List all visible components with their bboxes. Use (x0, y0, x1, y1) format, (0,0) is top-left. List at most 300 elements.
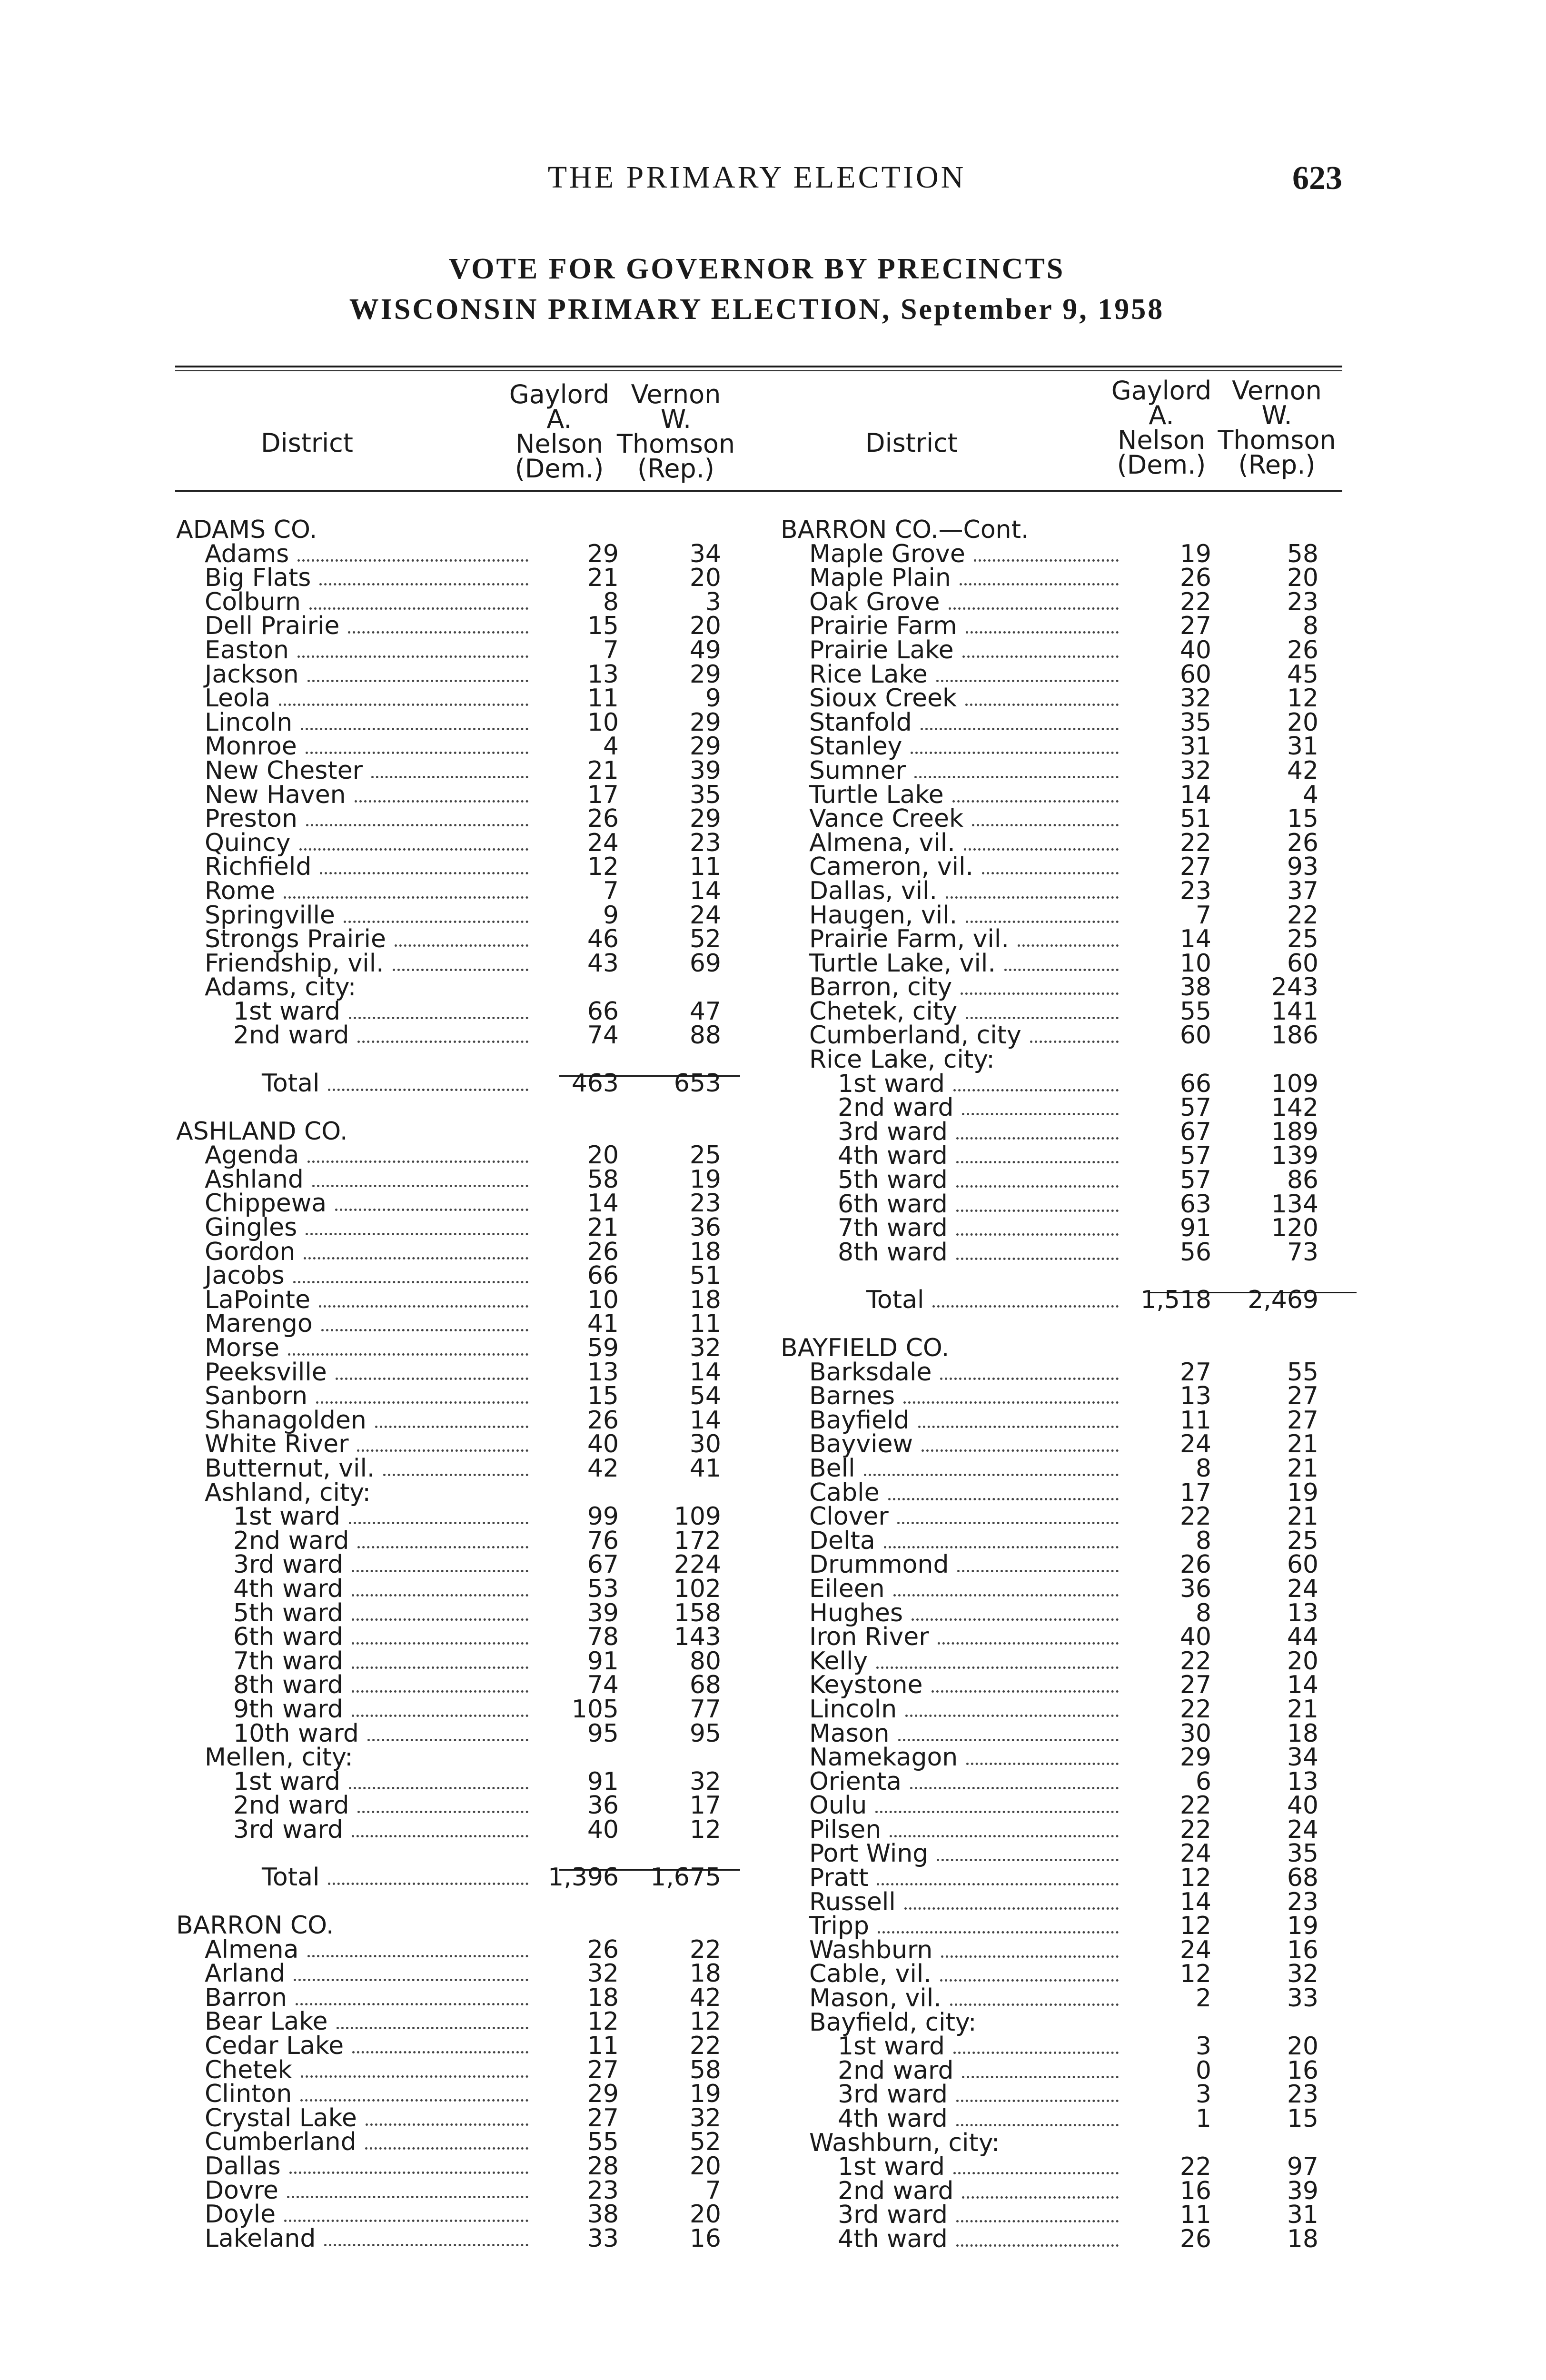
nelson-votes: 59 (587, 1334, 619, 1362)
thomson-votes: 52 (689, 925, 721, 954)
thomson-votes: 80 (689, 1646, 721, 1676)
county-heading (176, 1117, 747, 1146)
precinct-name: 8th ward (233, 1671, 343, 1700)
precinct-name: Chippewa (205, 1189, 327, 1218)
city-subheading (176, 1745, 747, 1770)
nelson-votes: 21 (587, 564, 619, 593)
precinct-name: 3rd ward (838, 2080, 948, 2109)
precinct-row (781, 1864, 1345, 1893)
nelson-votes: 28 (587, 2152, 619, 2181)
leader-dots (905, 1715, 1119, 1717)
precinct-name: White River (205, 1430, 349, 1459)
leader-dots (284, 2220, 528, 2222)
precinct-row (781, 1240, 1345, 1265)
precinct-row (781, 1166, 1345, 1195)
candidate-nelson-header-left: Gaylord A. Nelson (Dem.) (509, 379, 610, 484)
thomson-votes: 26 (1287, 635, 1318, 664)
nelson-votes: 57 (1179, 1093, 1211, 1122)
precinct-name: Pratt (809, 1864, 869, 1893)
precinct-row (176, 1598, 747, 1627)
precinct-name: Almena (205, 1935, 299, 1964)
nelson-votes: 41 (587, 1309, 619, 1339)
thomson-votes: 102 (674, 1574, 721, 1603)
precinct-row (781, 1986, 1345, 2011)
thomson-votes: 16 (689, 2224, 721, 2253)
leader-dots (299, 848, 528, 851)
leader-dots (301, 2075, 528, 2078)
thomson-votes: 12 (689, 1815, 721, 1844)
precinct-name: Dallas (205, 2152, 281, 2181)
precinct-name: 5th ward (838, 1166, 948, 1195)
thomson-votes: 23 (1287, 1887, 1318, 1916)
nelson-votes: 40 (1179, 635, 1211, 664)
thomson-votes: 49 (689, 635, 721, 664)
county-total-row (176, 1071, 747, 1096)
precinct-name: Sanborn (205, 1382, 308, 1411)
precinct-row (781, 635, 1345, 664)
precinct-name: 1st ward (838, 2152, 945, 2182)
nelson-votes: 91 (587, 1646, 619, 1676)
thomson-votes: 32 (689, 1767, 721, 1796)
precinct-name: Marengo (205, 1309, 313, 1339)
precinct-name: 2nd ward (233, 1791, 349, 1820)
precinct-row (781, 734, 1345, 759)
precinct-name: Lincoln (205, 708, 293, 737)
precinct-row (781, 1550, 1345, 1579)
precinct-name: Barksdale (809, 1358, 932, 1387)
thomson-votes: 52 (689, 2128, 721, 2157)
precinct-name: 6th ward (838, 1190, 948, 1219)
precinct-name: Strongs Prairie (205, 925, 386, 954)
precinct-name: 10th ward (233, 1719, 359, 1748)
thomson-votes: 20 (1287, 708, 1318, 737)
precinct-row (781, 612, 1345, 641)
precinct-name: Adams (205, 539, 289, 568)
thomson-votes: 109 (1271, 1069, 1318, 1098)
nelson-votes: 11 (1179, 2201, 1211, 2230)
nelson-votes: 99 (587, 1502, 619, 1531)
thomson-votes: 26 (1287, 828, 1318, 857)
precinct-name: Drummond (809, 1550, 949, 1579)
precinct-name: Vance Creek (809, 804, 964, 833)
thomson-votes: 23 (689, 828, 721, 857)
thomson-votes: 22 (689, 2032, 721, 2061)
precinct-name: Quincy (205, 828, 291, 857)
precinct-row (781, 1745, 1345, 1770)
thomson-votes: 31 (1287, 2201, 1318, 2230)
nelson-votes: 8 (1195, 1526, 1211, 1555)
county-name: BAYFIELD CO. (781, 1334, 950, 1362)
nelson-votes: 11 (1179, 1406, 1211, 1435)
precinct-row (176, 612, 747, 641)
thomson-votes: 58 (1287, 539, 1318, 568)
city-label: Mellen, city: (205, 1743, 353, 1772)
thomson-votes: 14 (689, 1358, 721, 1387)
thomson-votes: 29 (689, 660, 721, 689)
nelson-votes: 36 (1179, 1574, 1211, 1603)
precinct-row (781, 853, 1345, 882)
thomson-votes: 51 (689, 1261, 721, 1290)
precinct-name: Gordon (205, 1237, 296, 1266)
nelson-votes: 23 (1179, 876, 1211, 905)
nelson-votes: 26 (587, 1237, 619, 1266)
nelson-votes: 16 (1179, 2176, 1211, 2205)
running-title: THE PRIMARY ELECTION (547, 160, 966, 195)
precinct-row (781, 1839, 1345, 1868)
precinct-row (781, 2034, 1345, 2059)
thomson-votes: 9 (705, 684, 721, 713)
nelson-votes: 8 (1195, 1598, 1211, 1627)
precinct-name: 1st ward (233, 1767, 340, 1796)
nelson-votes: 13 (1179, 1382, 1211, 1411)
precinct-row (781, 756, 1345, 785)
precinct-name: Bell (809, 1454, 855, 1483)
thomson-votes: 34 (1287, 1743, 1318, 1772)
thomson-votes: 68 (689, 1671, 721, 1700)
precinct-row (781, 539, 1345, 568)
precinct-row (176, 1671, 747, 1700)
precinct-row (781, 1767, 1345, 1796)
precinct-row (781, 2056, 1345, 2085)
precinct-name: Rome (205, 876, 276, 905)
precinct-name: Lincoln (809, 1695, 897, 1724)
precinct-name: Gingles (205, 1213, 297, 1242)
county-heading (176, 518, 747, 542)
precinct-row (781, 949, 1345, 978)
nelson-votes: 26 (587, 1406, 619, 1435)
nelson-votes: 58 (587, 1165, 619, 1194)
precinct-row (176, 828, 747, 857)
precinct-name: Prairie Farm (809, 612, 957, 641)
nelson-votes: 7 (1195, 901, 1211, 930)
nelson-votes: 22 (1179, 1791, 1211, 1820)
precinct-name: 2nd ward (233, 1021, 349, 1050)
city-label: Ashland, city: (205, 1478, 371, 1507)
thomson-votes: 13 (1287, 1598, 1318, 1627)
thomson-votes: 23 (1287, 587, 1318, 616)
thomson-votes: 41 (689, 1454, 721, 1483)
thomson-votes: 142 (1271, 1093, 1318, 1122)
nelson-votes: 38 (587, 2200, 619, 2229)
precinct-row (781, 1815, 1345, 1844)
nelson-votes: 14 (1179, 780, 1211, 809)
nelson-votes: 66 (1179, 1069, 1211, 1098)
precinct-row (781, 1214, 1345, 1243)
precinct-name: 1st ward (233, 1502, 340, 1531)
precinct-row (781, 1502, 1345, 1531)
precinct-name: Arland (205, 1959, 286, 1988)
thomson-votes: 19 (689, 1165, 721, 1194)
thomson-votes: 15 (1287, 804, 1318, 833)
precinct-name: Hughes (809, 1598, 903, 1627)
leader-dots (890, 1835, 1119, 1837)
thomson-votes: 32 (689, 1334, 721, 1362)
precinct-row (781, 2224, 1345, 2253)
precinct-row (781, 1069, 1345, 1098)
thomson-votes: 7 (705, 2176, 721, 2205)
thomson-votes: 31 (1287, 732, 1318, 761)
nelson-votes: 27 (1179, 1358, 1211, 1387)
precinct-row (176, 949, 747, 978)
nelson-votes: 42 (587, 1454, 619, 1483)
precinct-row (176, 1191, 747, 1216)
nelson-votes: 35 (1179, 708, 1211, 737)
precinct-row (781, 2152, 1345, 2182)
nelson-votes: 55 (587, 2128, 619, 2157)
page-number: 623 (1292, 160, 1342, 197)
thomson-votes: 73 (1287, 1238, 1318, 1267)
precinct-name: 1st ward (838, 1069, 945, 1098)
city-label: Rice Lake, city: (809, 1045, 995, 1074)
thomson-votes: 2,469 (1248, 1286, 1318, 1315)
nelson-votes: 12 (587, 853, 619, 882)
county-name: BARRON CO.—Cont. (781, 516, 1029, 544)
precinct-row (781, 1697, 1345, 1722)
candidate-nelson-header-right: Gaylord A. Nelson (Dem.) (1111, 376, 1212, 480)
thomson-votes: 172 (674, 1526, 721, 1555)
precinct-name: Keystone (809, 1671, 923, 1700)
precinct-row (781, 1671, 1345, 1700)
thomson-votes: 35 (689, 780, 721, 809)
nelson-votes: 66 (587, 997, 619, 1026)
precinct-row (781, 1023, 1345, 1048)
precinct-row (781, 927, 1345, 952)
precinct-row (176, 1526, 747, 1555)
leader-dots (293, 1281, 528, 1283)
precinct-name: Oak Grove (809, 587, 940, 616)
nelson-votes: 33 (587, 2224, 619, 2253)
precinct-name: Stanfold (809, 708, 912, 737)
precinct-row (176, 1165, 747, 1194)
thomson-votes: 29 (689, 708, 721, 737)
precinct-row (781, 1432, 1345, 1457)
precinct-name: Dell Prairie (205, 612, 340, 641)
precinct-name: New Chester (205, 756, 363, 785)
right-column-table (781, 518, 1345, 2251)
precinct-name: Rice Lake (809, 660, 928, 689)
precinct-row (176, 2202, 747, 2227)
county-total-row (781, 1286, 1345, 1315)
thomson-votes: 24 (1287, 1574, 1318, 1603)
thomson-votes: 77 (689, 1695, 721, 1724)
thomson-votes: 11 (689, 853, 721, 882)
precinct-row (781, 686, 1345, 711)
precinct-name: Bear Lake (205, 2007, 328, 2036)
thomson-votes: 224 (674, 1550, 721, 1579)
nelson-votes: 14 (1179, 925, 1211, 954)
leader-dots (297, 655, 528, 658)
nelson-votes: 15 (587, 1382, 619, 1411)
precinct-name: Cameron, vil. (809, 853, 974, 882)
leader-dots (903, 1401, 1119, 1404)
precinct-row (176, 635, 747, 664)
thomson-votes: 69 (689, 949, 721, 978)
nelson-votes: 463 (571, 1069, 619, 1098)
precinct-name: 9th ward (233, 1695, 343, 1724)
precinct-row (176, 1646, 747, 1676)
precinct-row (781, 1526, 1345, 1555)
thomson-votes: 35 (1287, 1839, 1318, 1868)
nelson-votes: 24 (1179, 1935, 1211, 1964)
precinct-name: Crystal Lake (205, 2103, 357, 2132)
nelson-votes: 7 (603, 635, 619, 664)
nelson-votes: 8 (1195, 1454, 1211, 1483)
leader-dots (884, 1546, 1119, 1548)
nelson-votes: 10 (1179, 949, 1211, 978)
precinct-row (176, 1309, 747, 1339)
nelson-votes: 26 (1179, 2224, 1211, 2253)
thomson-votes: 23 (689, 1189, 721, 1218)
thomson-votes: 3 (705, 587, 721, 616)
precinct-name: Almena, vil. (809, 828, 955, 857)
precinct-name: Maple Grove (809, 539, 965, 568)
leader-dots (288, 1353, 528, 1356)
thomson-votes: 29 (689, 804, 721, 833)
thomson-votes: 158 (674, 1598, 721, 1627)
nelson-votes: 46 (587, 925, 619, 954)
precinct-name: Port Wing (809, 1839, 929, 1868)
precinct-name: Jackson (205, 660, 299, 689)
nelson-votes: 11 (587, 2032, 619, 2061)
precinct-row (176, 2007, 747, 2036)
thomson-votes: 8 (1302, 612, 1318, 641)
nelson-votes: 29 (587, 539, 619, 568)
precinct-name: Big Flats (205, 564, 311, 593)
nelson-votes: 12 (1179, 1912, 1211, 1941)
precinct-row (176, 587, 747, 616)
precinct-row (176, 1023, 747, 1048)
nelson-votes: 22 (1179, 1646, 1211, 1676)
thomson-votes: 18 (689, 1959, 721, 1988)
leader-dots (888, 1498, 1119, 1500)
precinct-name: Friendship, vil. (205, 949, 384, 978)
header-top-rule-thin (175, 370, 1342, 371)
precinct-name: 3rd ward (233, 1815, 343, 1844)
precinct-name: Bayview (809, 1430, 913, 1459)
precinct-row (781, 2176, 1345, 2205)
thomson-votes: 15 (1287, 2104, 1318, 2133)
city-subheading (781, 2128, 1345, 2157)
precinct-name: Namekagon (809, 1743, 958, 1772)
precinct-name: Prairie Lake (809, 635, 954, 664)
nelson-votes: 22 (1179, 2152, 1211, 2182)
thomson-votes: 88 (689, 1021, 721, 1050)
thomson-votes: 21 (1287, 1430, 1318, 1459)
precinct-name: Cable (809, 1478, 880, 1507)
precinct-row (781, 1598, 1345, 1627)
nelson-votes: 24 (1179, 1430, 1211, 1459)
precinct-name: Tripp (809, 1912, 869, 1941)
nelson-votes: 53 (587, 1574, 619, 1603)
thomson-votes: 27 (1287, 1382, 1318, 1411)
precinct-name: 3rd ward (838, 2201, 948, 2230)
thomson-votes: 20 (1287, 2032, 1318, 2061)
precinct-row (176, 876, 747, 905)
thomson-votes: 54 (689, 1382, 721, 1411)
county-name: ADAMS CO. (176, 516, 317, 544)
thomson-votes: 45 (1287, 660, 1318, 689)
precinct-row (781, 1360, 1345, 1385)
precinct-row (781, 660, 1345, 689)
nelson-votes: 91 (1179, 1214, 1211, 1243)
precinct-name: Iron River (809, 1623, 929, 1652)
nelson-votes: 40 (587, 1815, 619, 1844)
precinct-name: Colburn (205, 587, 301, 616)
precinct-name: Pilsen (809, 1815, 882, 1844)
thomson-votes: 120 (1271, 1214, 1318, 1243)
county-heading (176, 1911, 747, 1940)
district-header-left: District (261, 428, 353, 458)
precinct-row (781, 1141, 1345, 1170)
precinct-name: 2nd ward (838, 2176, 954, 2205)
thomson-votes: 20 (689, 564, 721, 593)
precinct-row (176, 1237, 747, 1266)
thomson-votes: 42 (1287, 756, 1318, 785)
nelson-votes: 27 (587, 2103, 619, 2132)
thomson-votes: 16 (1287, 1935, 1318, 1964)
thomson-votes: 34 (689, 539, 721, 568)
precinct-row (176, 804, 747, 833)
city-subheading (781, 2008, 1345, 2037)
thomson-votes: 22 (1287, 901, 1318, 930)
precinct-row (176, 1432, 747, 1457)
nelson-votes: 20 (587, 1141, 619, 1170)
precinct-row (781, 2082, 1345, 2107)
precinct-name: Easton (205, 635, 289, 664)
nelson-votes: 26 (1179, 564, 1211, 593)
thomson-votes: 143 (674, 1623, 721, 1652)
precinct-row (781, 804, 1345, 833)
precinct-row (176, 660, 747, 689)
thomson-votes: 18 (1287, 2224, 1318, 2253)
precinct-name: Mason, vil. (809, 1984, 941, 2013)
precinct-row (176, 2103, 747, 2132)
precinct-row (781, 2201, 1345, 2230)
nelson-votes: 22 (1179, 1695, 1211, 1724)
thomson-votes: 141 (1271, 997, 1318, 1026)
nelson-votes: 63 (1179, 1190, 1211, 1219)
city-label: Washburn, city: (809, 2128, 1000, 2157)
precinct-name: Sioux Creek (809, 684, 957, 713)
table-heading-line1: VOTE FOR GOVERNOR BY PRECINCTS (448, 253, 1065, 285)
precinct-row (176, 564, 747, 593)
precinct-name: Prairie Farm, vil. (809, 925, 1009, 954)
nelson-votes: 91 (587, 1767, 619, 1796)
precinct-name: Preston (205, 804, 297, 833)
city-subheading (176, 1478, 747, 1507)
precinct-row (176, 1382, 747, 1411)
precinct-row (176, 1719, 747, 1748)
nelson-votes: 29 (587, 2080, 619, 2109)
nelson-votes: 36 (587, 1791, 619, 1820)
nelson-votes: 66 (587, 1261, 619, 1290)
nelson-votes: 27 (1179, 853, 1211, 882)
total-label: Total (262, 1069, 320, 1098)
nelson-votes: 74 (587, 1671, 619, 1700)
thomson-votes: 186 (1271, 1021, 1318, 1050)
precinct-row (781, 828, 1345, 857)
precinct-name: 7th ward (838, 1214, 948, 1243)
leader-dots (300, 2099, 528, 2102)
thomson-votes: 36 (689, 1213, 721, 1242)
nelson-votes: 21 (587, 756, 619, 785)
precinct-row (176, 1408, 747, 1433)
nelson-votes: 29 (1179, 1743, 1211, 1772)
precinct-row (176, 1550, 747, 1579)
thomson-votes: 60 (1287, 949, 1318, 978)
nelson-votes: 43 (587, 949, 619, 978)
precinct-name: Washburn (809, 1935, 933, 1964)
